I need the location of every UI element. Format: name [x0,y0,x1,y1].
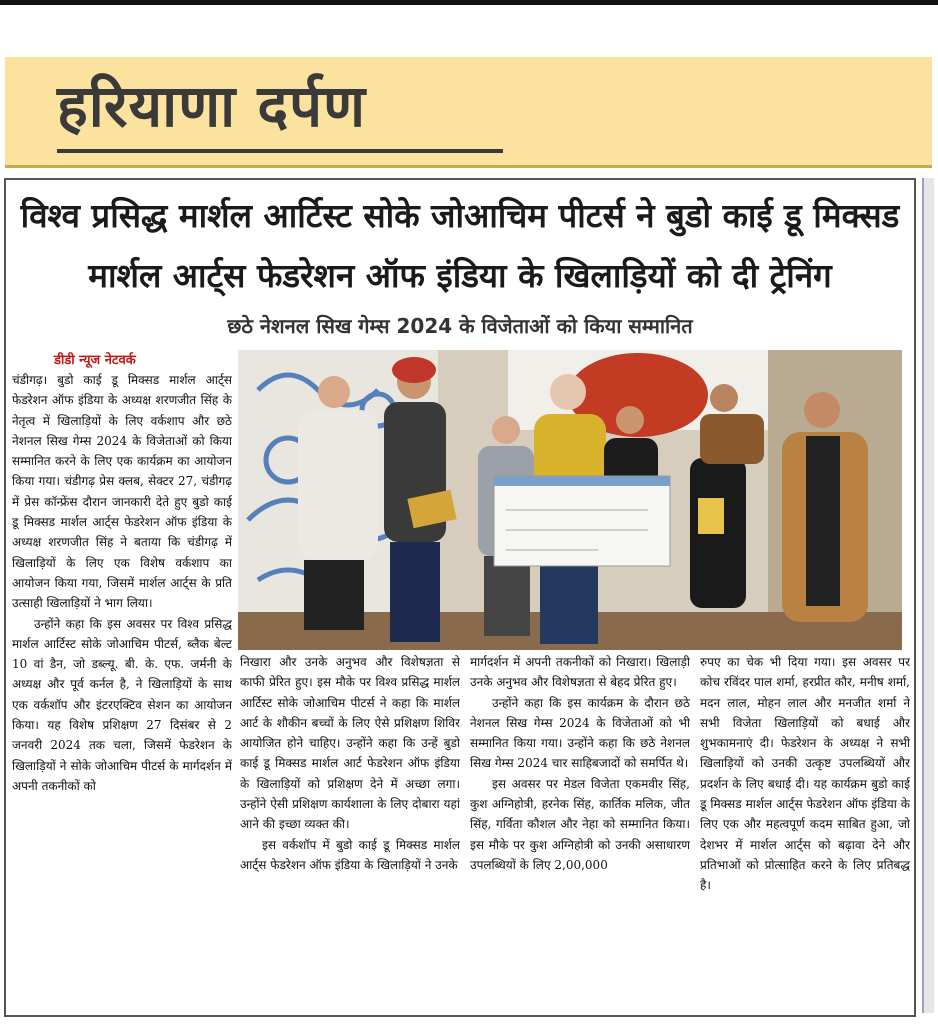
article-paragraph: उन्होंने कहा कि इस अवसर पर विश्व प्रसिद्ध मार्शल आर्टिस्ट सोके जोआचिम पीटर्स, ब्लैक बेल्ट 10 वां डैन, जो डब्ल्यू. बी. के. एफ. जर्मनी के अध्यक्ष और पूर्व कर्नल है, ने खिलाड़ियों के साथ एक वर्कशॉप और इंटरएक्टिव सेशन का आयोजन किया। यह विशेष प्रशिक्षण 27 दिसंबर से 2 जनवरी 2024 तक चला, जिसमें फेडरेशन के खिलाड़ियों ने सोके जोआचिम पीटर्स के मार्गदर्शन में अपनी तकनीकों को [12,616,232,793]
article-paragraph: मार्गदर्शन में अपनी तकनीकों को निखारा। खिलाड़ी उनके अनुभव और विशेषज्ञता से बेहद प्रेरित हुए। [470,655,690,690]
article-column-4 [700,652,910,1010]
article-paragraph: निखारा और उनके अनुभव और विशेषज्ञता से काफी प्रेरित हुए। इस मौके पर विश्व प्रसिद्ध मार्शल आर्टिस्ट सोके जोआचिम पीटर्स ने कहा कि मार्शल आर्ट के शौकीन बच्चों के लिए ऐसे प्रशिक्षण शिविर आयोजित होने चाहिए। उन्होंने कहा कि उन्हें बुडो काई डू मिक्सड मार्शल आर्ट फेडरेशन ऑफ इंडिया के खिलाड़ियों को प्रशिक्षण देने में अच्छा लगा। उन्होंने ऐसी प्रशिक्षण कार्यशाला के लिए दोबारा यहां आने की इच्छा व्यक्त की। [240,655,460,832]
headline-line-1: विश्व प्रसिद्ध मार्शल आर्टिस्ट सोके जोआचिम पीटर्स ने बुडो काई डू मिक्सड [20,196,900,235]
subheadline: छठे नेशनल सिख गेम्स 2024 के विजेताओं को किया सम्मानित [227,314,693,338]
article-paragraph: इस वर्कशॉप में बुडो काई डू मिक्सड मार्शल आर्ट्स फेडरेशन ऑफ इंडिया के खिलाड़ियों ने उनके [240,837,460,872]
article-column-2 [240,652,460,1010]
article-paragraph: चंडीगढ़। बुडो काई डू मिक्सड मार्शल आर्ट्स फेडरेशन ऑफ इंडिया के अध्यक्ष शरणजीत सिंह के नेतृत्व में खिलाड़ियों के लिए वर्कशाप और छठे नेशनल सिख गेम्स 2024 के विजेताओं को किया सम्मानित करने के लिए एक कार्यक्रम का आयोजन किया गया। चंडीगढ़ प्रेस क्लब, सेक्टर 27, चंडीगढ़ में प्रेस कॉन्फ्रेंस दौरान जानकारी देते हुए बुडो काई डू मिक्सड मार्शल आर्ट्स फेडरेशन ऑफ इंडिया के अध्यक्ष शरणजीत सिंह ने बताया कि चंडीगढ़ में खिलाड़ियों के लिए एक विशेष वर्कशाप का आयोजन किया गया, जिसमें मार्शल आर्ट्स के प्रति उत्साही खिलाड़ियों ने भाग लिया। [12,373,232,611]
masthead-title: हरियाणा दर्पण [57,72,367,140]
article-column-3 [470,652,690,1010]
event-photo [238,350,902,650]
event-photo-illustration [238,350,902,650]
byline: डीडी न्यूज नेटवर्क [54,353,136,368]
article-paragraph: रुपए का चेक भी दिया गया। इस अवसर पर कोच रविंदर पाल शर्मा, हरप्रीत कौर, मनीष शर्मा, मदन लाल, मोहन लाल और मनजीत शर्मा ने सभी विजेता खिलाड़ियों को बधाई और शुभकामनाएं दी। फेडरेशन के अध्यक्ष ने सभी खिलाड़ियों को उनकी उत्कृष्ट उपलब्धियों और प्रदर्शन के लिए बधाई दी। यह कार्यक्रम बुडो काई डू मिक्सड मार्शल आर्ट्स फेडरेशन ऑफ इंडिया के लिए एक और महत्वपूर्ण कदम साबित हुआ, जो देशभर में मार्शल आर्ट्स को बढ़ावा देने और प्रतिभाओं को प्रोत्साहित करने के लिए प्रतिबद्ध है। [700,655,910,893]
masthead [5,57,932,168]
article-paragraph: इस अवसर पर मेडल विजेता एकमवीर सिंह, कुश अग्निहोत्री, हरनेक सिंह, कार्तिक मलिक, जीत सिंह, गर्विता कौशल और नेहा को सम्मानित किया। इस मौके पर कुश अग्निहोत्री को उनकी असाधारण उपलब्धियों के लिए 2,00,000 [470,776,690,872]
article-column-1 [12,370,232,1010]
adjacent-page-edge [922,178,934,1013]
top-rule [0,0,938,5]
headline-line-2: मार्शल आर्ट्स फेडरेशन ऑफ इंडिया के खिलाड़ियों को दी ट्रेनिंग [88,256,832,295]
masthead-underline [57,149,503,153]
news-article [4,178,916,1017]
article-paragraph: उन्होंने कहा कि इस कार्यक्रम के दौरान छठे नेशनल सिख गेम्स 2024 के विजेताओं को भी सम्मानित किया गया। उन्होंने कहा कि छठे नेशनल सिख गेम्स 2024 चार साहिबजादों को समर्पित थे। [470,695,690,771]
